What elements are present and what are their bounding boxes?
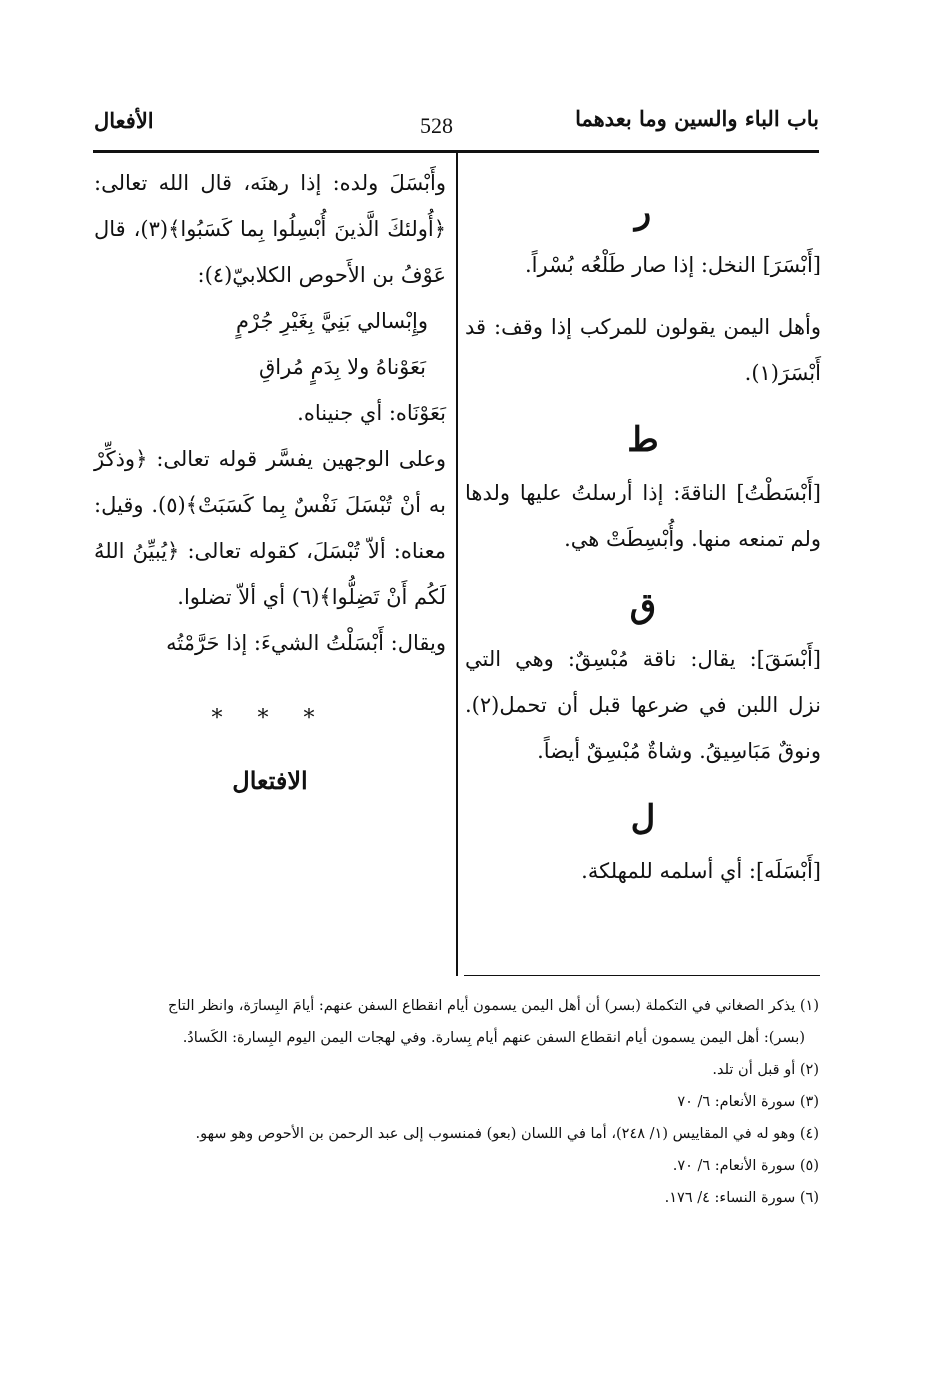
entry-absatt: [أَبْسَطْتُ] الناقةَ: إذا أرسلتُ عليها ولدها ولم تمنعه منها. وأُبْسِطَتْ هي. [465,481,821,551]
footnote-1: (١) يذكر الصغاني في التكملة (بسر) أن أهل اليمن يسمون أيام انقطاع السفن عنهم: أيامَ البِسارَة، وانظر التاج [167,998,819,1014]
poem-verse-1: وإِبْسالي بَنِيَّ بِغَيْرِ جُرْمٍ [235,309,428,333]
header-chapter-title: باب الباء والسين وما بعدهما [575,106,819,131]
footnote-4: (٤) وهو له في المقاييس (١/ ٢٤٨)، أما في اللسان (بعو) فمنسوب إلى عبد الرحمن بن الأحوص وهو سهو. [195,1126,819,1142]
footnote-3: (٣) سورة الأنعام: ٦/ ٧٠ [677,1094,819,1110]
header-section-title: الأفعال [94,108,154,133]
entry-absalahu: [أَبْسَلَه]: أي أسلمه للمهلكة. [581,859,821,883]
footnote-6: (٦) سورة النساء: ٤/ ١٧٦. [664,1190,819,1206]
footnote-1-continued: (بسر): أهل اليمن يسمون أيام انقطاع السفن عنهم أيام بِسارة. وفي لهجات اليمن اليوم البِسارة: الكَسادُ. [182,1030,805,1046]
entry-absara: [أَبْسَرَ] النخل: إذا صار طَلْعُه بُسْراً. [525,253,821,277]
letter-heading-ta: ط [627,420,659,460]
entry-absaltu: ويقال: أَبْسَلْتُ الشيءَ: إذا حَرَّمْتُه [166,631,446,655]
section-divider-stars: * * * [211,706,329,731]
page-number: 528 [420,113,453,138]
letter-heading-qaf: ق [629,586,657,626]
section-heading-iftial: الافتعال [232,766,308,795]
letter-heading-ra: ر [634,192,652,232]
footnote-5: (٥) سورة الأنعام: ٦/ ٧٠. [672,1158,819,1174]
poem-verse-2: بَعَوْناهُ ولا بِدَمٍ مُراقِ [258,355,426,379]
entry-bawnahu: بَعَوْنَاه: أي جنيناه. [297,401,446,425]
entry-absara-yemen: وأهل اليمن يقولون للمركب إذا وقف: قد أَبْسَرَ(١). [465,315,821,385]
column-separator [456,152,458,976]
footnotes [93,990,819,1214]
right-column [465,160,821,894]
letter-heading-lam: ل [630,798,656,838]
footnote-2: (٢) أو قبل أن تلد. [712,1062,819,1078]
entry-absaqa: [أَبْسَقَ]: يقال: ناقة مُبْسِقٌ: وهي التي نزل اللبن في ضرعها قبل أن تحمل(٢). ونوقٌ مَبَاسِيقُ. وشاةٌ مُبْسِقٌ أيضاً. [465,647,821,763]
entry-two-meanings: وعلى الوجهين يفسَّر قوله تعالى: ﴿وذكِّرْ به أنْ تُبْسَلَ نَفْسٌ بِما كَسَبَتْ﴾(٥). وقيل: معناه: ألاّ تُبْسَلَ، كقوله تعالى: ﴿يُبيِّنُ اللهُ لَكُم أَنْ تَضِلُّوا﴾(٦) أي ألاّ تضلوا. [94,447,446,609]
left-column [94,160,446,804]
entry-absala-walad: وأَبْسَلَ ولده: إذا رهنَه، قال الله تعالى: ﴿أُولئكَ الَّذينَ أُبْسِلُوا بِما كَسَبُوا﴾(٣)، قال عَوْفُ بن الأَحوص الكلابيّ(٤): [94,171,447,287]
footnote-rule [464,975,820,976]
